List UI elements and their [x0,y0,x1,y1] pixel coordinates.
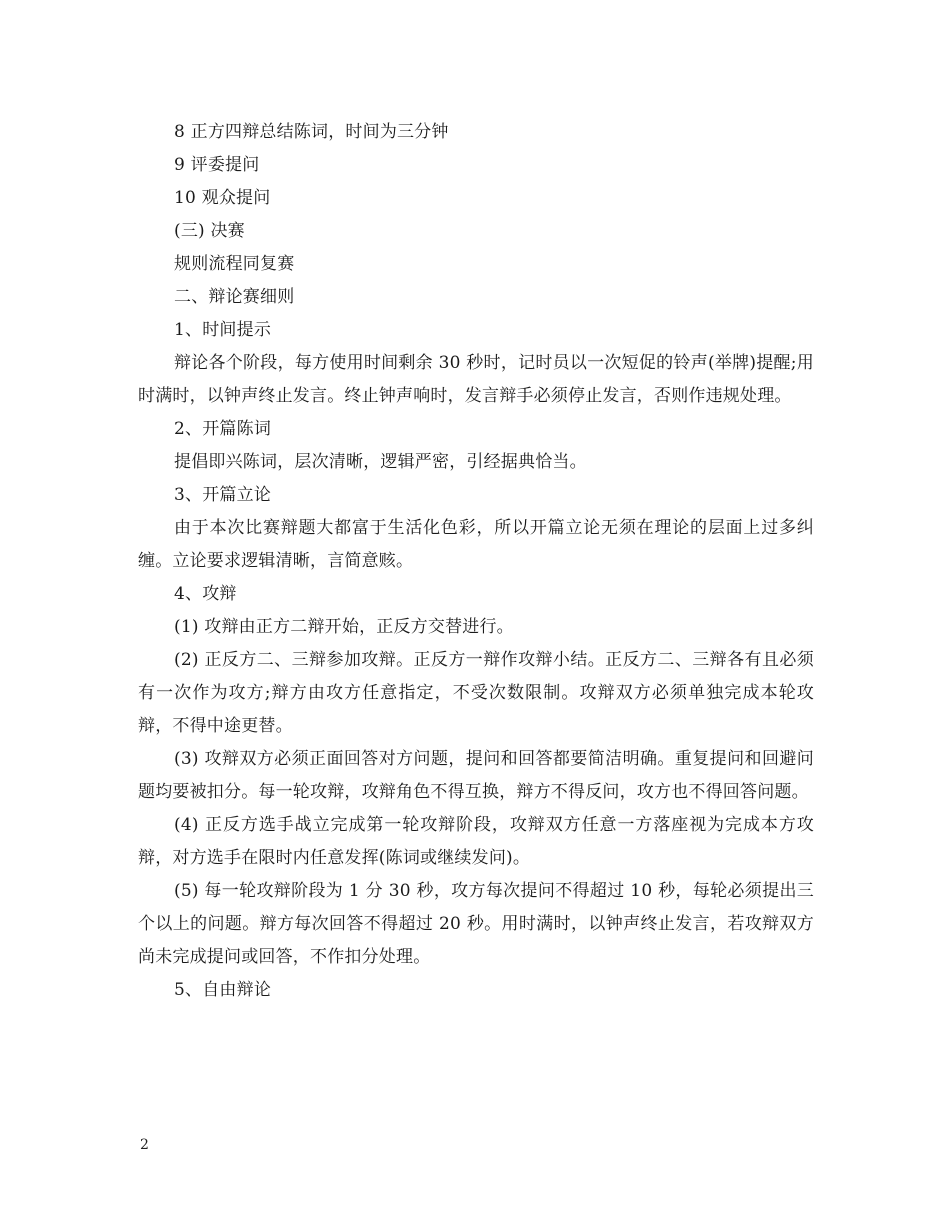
text-line: 8 正方四辩总结陈词，时间为三分钟 [174,122,449,142]
paragraph-opening-statement: 提倡即兴陈词，层次清晰，逻辑严密，引经据典恰当。 [174,452,587,472]
text-line: 10 观众提问 [174,188,271,208]
subsection-heading: 5、自由辩论 [174,980,272,1000]
section-heading: (三) 决赛 [174,221,245,241]
list-item: (2) 正反方二、三辩参加攻辩。正反方一辩作攻辩小结。正反方二、三辩各有且必须有一次作为攻方;辩方由攻方任意指定，不受次数限制。攻辩双方必须单独完成本轮攻辩，不得中途更替。 [138,650,814,736]
document-body [138,116,814,1007]
page-number: 2 [140,1137,149,1153]
subsection-heading: 3、开篇立论 [174,485,272,505]
subsection-heading: 4、攻辩 [174,584,237,604]
list-item: (1) 攻辩由正方二辩开始，正反方交替进行。 [174,617,514,637]
subsection-heading: 1、时间提示 [174,320,272,340]
section-heading: 二、辩论赛细则 [174,287,295,307]
list-item: (4) 正反方选手战立完成第一轮攻辩阶段，攻辩双方任意一方落座视为完成本方攻辩，对方选手在限时内任意发挥(陈词或继续发问)。 [138,815,814,868]
text-line: 规则流程同复赛 [174,254,295,274]
paragraph-time-prompt: 辩论各个阶段，每方使用时间剩余 30 秒时，记时员以一次短促的铃声(举牌)提醒;用时满时，以钟声终止发言。终止钟声响时，发言辩手必须停止发言，否则作违规处理。 [138,353,814,406]
list-item: (5) 每一轮攻辩阶段为 1 分 30 秒，攻方每次提问不得超过 10 秒，每轮必须提出三个以上的问题。辩方每次回答不得超过 20 秒。用时满时，以钟声终止发言，若攻辩双方尚未完成提问或回答，不作扣分处理。 [138,881,814,967]
paragraph-opening-argument: 由于本次比赛辩题大都富于生活化色彩，所以开篇立论无须在理论的层面上过多纠缠。立论要求逻辑清晰，言简意赅。 [138,518,814,571]
text-line: 9 评委提问 [174,155,260,175]
list-item: (3) 攻辩双方必须正面回答对方问题，提问和回答都要简洁明确。重复提问和回避问题均要被扣分。每一轮攻辩，攻辩角色不得互换，辩方不得反问，攻方也不得回答问题。 [138,749,814,802]
subsection-heading: 2、开篇陈词 [174,419,272,439]
